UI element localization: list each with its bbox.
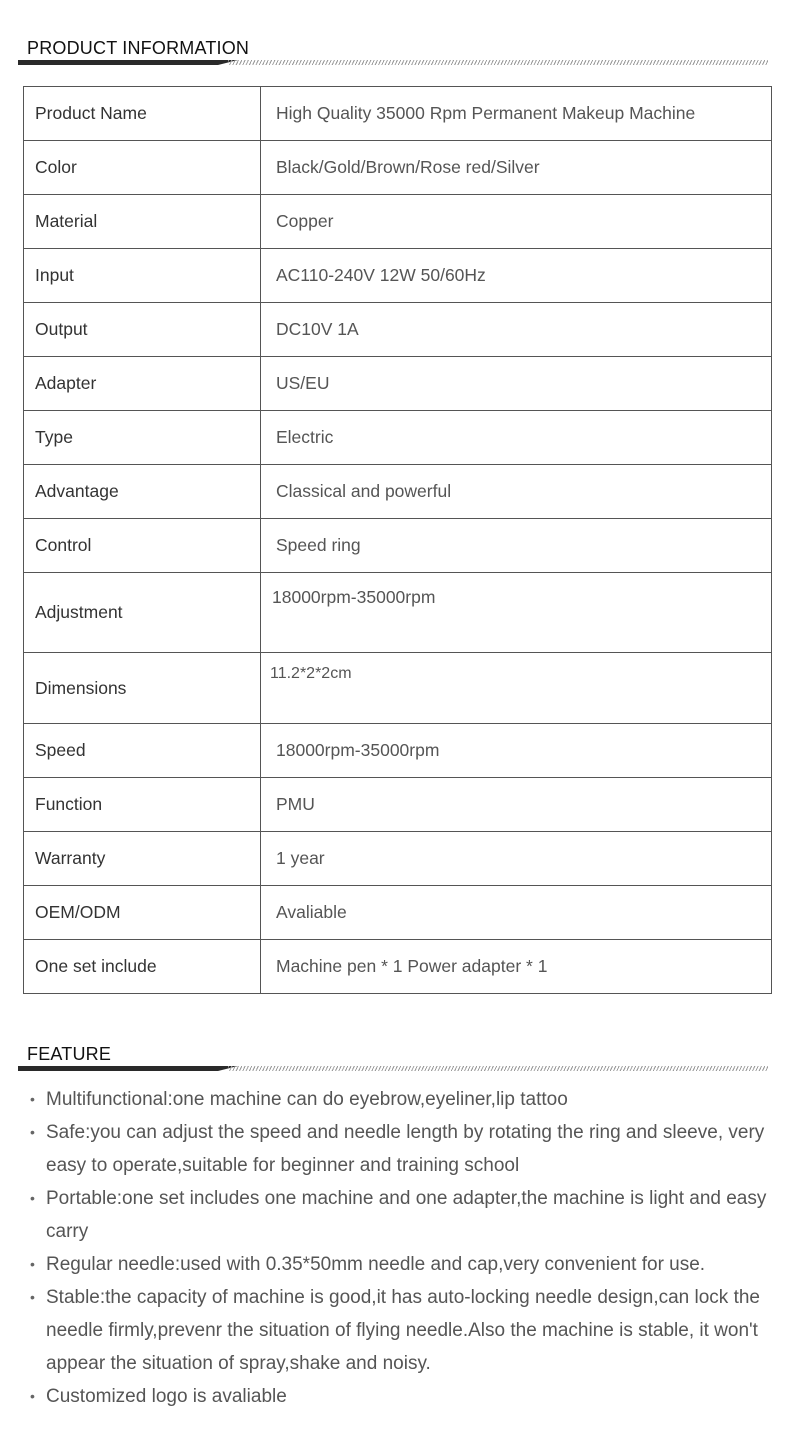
table-row: [24, 573, 772, 653]
table-row: [24, 357, 772, 411]
feature-text: Multifunctional:one machine can do eyebrow,eyeliner,lip tattoo: [46, 1089, 568, 1110]
table-row: [24, 886, 772, 940]
table-row: [24, 141, 772, 195]
product-information-heading: PRODUCT INFORMATION: [27, 38, 250, 58]
spec-key: Material: [24, 195, 261, 249]
bullet-icon: •: [30, 1091, 35, 1107]
spec-value: Classical and powerful: [261, 465, 772, 519]
spec-key: Warranty: [24, 832, 261, 886]
spec-value: AC110-240V 12W 50/60Hz: [261, 249, 772, 303]
list-item: [30, 1380, 782, 1413]
table-row: [24, 195, 772, 249]
spec-value: 1 year: [261, 832, 772, 886]
heading-divider: [18, 1066, 768, 1071]
feature-list: [30, 1083, 782, 1413]
heading-divider: [18, 60, 768, 65]
spec-key: Input: [24, 249, 261, 303]
feature-text: Stable:the capacity of machine is good,it has auto-locking needle design,can lock the needle firmly,prevenr the situation of flying needle.Also the machine is stable, it won't appear the situation of spray,shake and noisy.: [46, 1287, 761, 1374]
spec-value: Speed ring: [261, 519, 772, 573]
list-item: [30, 1281, 782, 1380]
table-row: [24, 832, 772, 886]
feature-heading: FEATURE: [27, 1044, 112, 1064]
spec-value: DC10V 1A: [261, 303, 772, 357]
bullet-icon: •: [30, 1256, 35, 1272]
table-row: [24, 411, 772, 465]
table-row: [24, 465, 772, 519]
spec-value: Black/Gold/Brown/Rose red/Silver: [261, 141, 772, 195]
feature-text: Customized logo is avaliable: [46, 1386, 287, 1407]
table-row: [24, 653, 772, 724]
spec-key: Adjustment: [24, 573, 261, 653]
spec-key: OEM/ODM: [24, 886, 261, 940]
spec-key: Output: [24, 303, 261, 357]
bullet-icon: •: [30, 1289, 35, 1305]
spec-value: High Quality 35000 Rpm Permanent Makeup Machine: [261, 87, 772, 141]
table-row: [24, 519, 772, 573]
feature-text: Portable:one set includes one machine and one adapter,the machine is light and easy carry: [46, 1188, 767, 1242]
feature-text: Regular needle:used with 0.35*50mm needle and cap,very convenient for use.: [46, 1254, 706, 1275]
table-row: [24, 249, 772, 303]
bullet-icon: •: [30, 1388, 35, 1404]
bullet-icon: •: [30, 1124, 35, 1140]
table-row: [24, 87, 772, 141]
spec-value: 11.2*2*2cm: [261, 653, 772, 724]
spec-value: PMU: [261, 778, 772, 832]
spec-value: 18000rpm-35000rpm: [261, 573, 772, 653]
spec-key: Control: [24, 519, 261, 573]
spec-value: Copper: [261, 195, 772, 249]
spec-key: Product Name: [24, 87, 261, 141]
spec-key: Type: [24, 411, 261, 465]
list-item: [30, 1116, 782, 1182]
bullet-icon: •: [30, 1190, 35, 1206]
spec-key: Color: [24, 141, 261, 195]
table-row: [24, 778, 772, 832]
spec-key: Advantage: [24, 465, 261, 519]
table-row: [24, 303, 772, 357]
table-row: [24, 724, 772, 778]
table-row: [24, 940, 772, 994]
spec-value: Machine pen * 1 Power adapter * 1: [261, 940, 772, 994]
spec-key: Speed: [24, 724, 261, 778]
spec-key: Function: [24, 778, 261, 832]
list-item: [30, 1083, 782, 1116]
spec-value: Electric: [261, 411, 772, 465]
product-spec-table: [23, 86, 772, 994]
list-item: [30, 1182, 782, 1248]
spec-key: One set include: [24, 940, 261, 994]
feature-text: Safe:you can adjust the speed and needle length by rotating the ring and sleeve, very easy to operate,suitable for beginner and training school: [46, 1122, 765, 1176]
spec-value: US/EU: [261, 357, 772, 411]
spec-value: 18000rpm-35000rpm: [261, 724, 772, 778]
spec-value: Avaliable: [261, 886, 772, 940]
list-item: [30, 1248, 782, 1281]
spec-key: Adapter: [24, 357, 261, 411]
spec-key: Dimensions: [24, 653, 261, 724]
